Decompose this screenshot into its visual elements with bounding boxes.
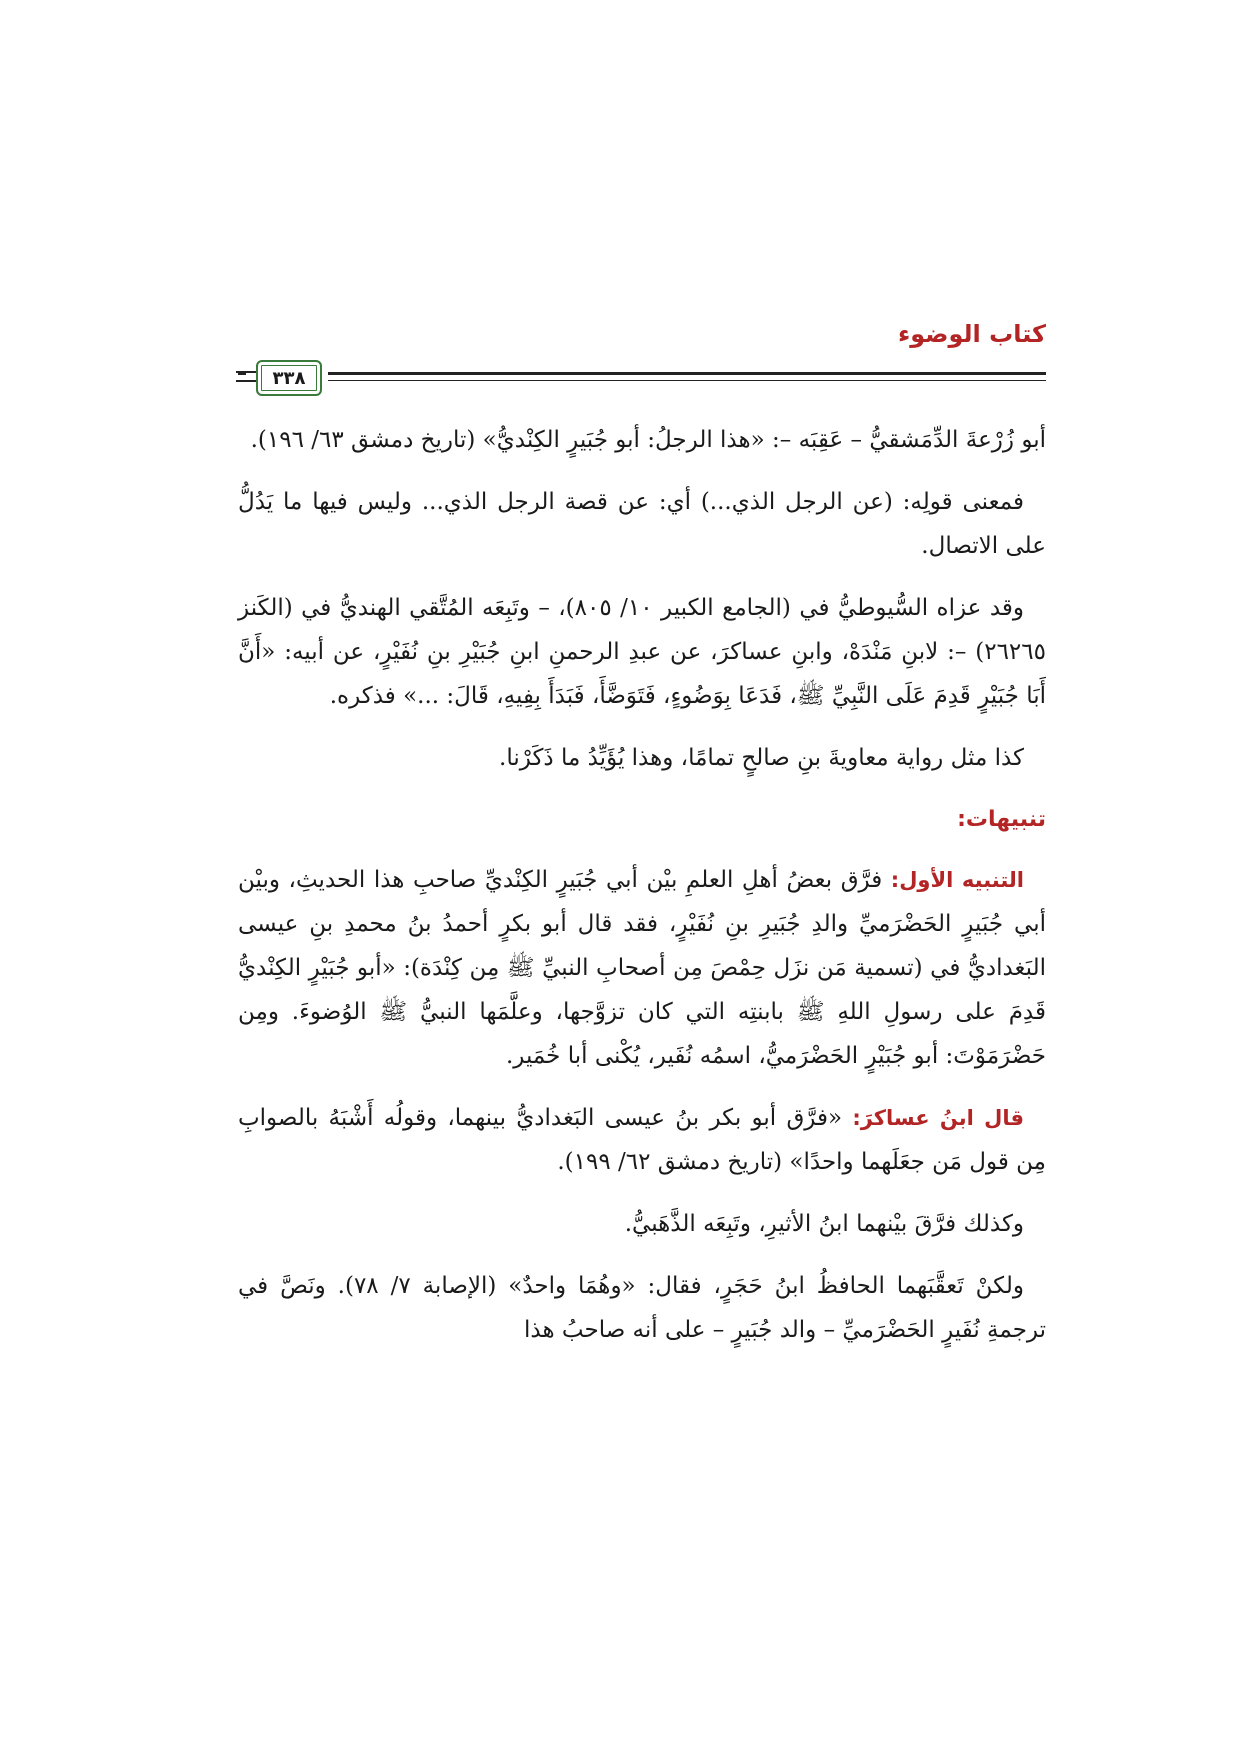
paragraph-text: فرَّق بعضُ أهلِ العلمِ بيْن أبي جُبَيرٍ الكِنْديِّ صاحبِ هذا الحديثِ، وبيْن أبي جُبَيرٍ الحَضْرَميِّ والدِ جُبَيرِ بنِ نُفَيْرٍ، فقد قال أبو بكرٍ أحمدُ بنُ محمدِ بنِ عيسى البَغداديُّ في (تسمية مَن نزَل حِمْصَ مِن أصحابِ النبيِّ ﷺ مِن كِنْدَة): «أبو جُبَيْرٍ الكِنْديُّ قَدِمَ على رسولِ اللهِ ﷺ بابنتِه التي كان تزوَّجها، وعلَّمَها النبيُّ ﷺ الوُضوءَ. ومِن حَضْرَمَوْتَ: أبو جُبَيْرٍ الحَضْرَميُّ، اسمُه نُفَير، يُكْنى أبا خُمَير. [238, 867, 1046, 1069]
header-rule-thin [238, 380, 1046, 381]
paragraph: كذا مثل رواية معاويةَ بنِ صالحٍ تمامًا، وهذا يُؤَيِّدُ ما ذَكَرْنا. [499, 745, 1024, 771]
page-header [238, 312, 1046, 402]
header-dash-top [236, 371, 258, 373]
paragraph: ولكنْ تَعقَّبَهما الحافظُ ابنُ حَجَرٍ، فقال: «وهُمَا واحدٌ» (الإصابة ٧/ ٧٨). ونَصَّ في ترجمةِ نُفَيرٍ الحَضْرَميِّ – والد جُبَيرٍ – على أنه صاحبُ هذا [238, 1273, 1046, 1343]
chapter-title: كتاب الوضوء [897, 320, 1046, 348]
quote-lead: قال ابنُ عساكرَ: [852, 1106, 1024, 1130]
paragraph: أبو زُرْعةَ الدِّمَشقيُّ – عَقِبَه –: «هذا الرجلُ: أبو جُبَيرٍ الكِنْديُّ» (تاريخ دمشق ٦٣/ ١٩٦). [250, 427, 1046, 453]
paragraph: فمعنى قولِه: (عن الرجل الذي...) أي: عن قصة الرجل الذي... وليس فيها ما يَدُلُّ على الاتصال. [238, 489, 1046, 559]
page-number: ٣٣٨ [272, 367, 306, 389]
header-rule-thick [238, 372, 1046, 375]
page-number-frame [256, 360, 322, 396]
paragraph: وكذلك فرَّقَ بيْنهما ابنُ الأثيرِ، وتَبِعَه الذَّهَبيُّ. [624, 1211, 1024, 1237]
page-body [238, 418, 1046, 1370]
section-heading: تنبيهات: [957, 807, 1046, 832]
paragraph: وقد عزاه السُّيوطيُّ في (الجامع الكبير ١٠/ ٨٠٥)، – وتَبِعَه المُتَّقي الهنديُّ في (الكَنز ٢٦٢٦٥) –: لابنِ مَنْدَهْ، وابنِ عساكرَ، عن عبدِ الرحمنِ ابنِ جُبَيْرِ بنِ نُفَيْرٍ، عن أبيه: «أَنَّ أَبَا جُبَيْرٍ قَدِمَ عَلَى النَّبِيِّ ﷺ، فَدَعَا بِوَضُوءٍ، فَتَوَضَّأَ، فَبَدَأَ بِفِيهِ، قَالَ: ...» فذكره. [238, 595, 1046, 709]
paragraph [238, 1096, 1046, 1184]
paragraph-text: «فرَّق أبو بكر بنُ عيسى البَغداديُّ بينهما، وقولُه أَشْبَهُ بالصوابِ مِن قول مَن جعَلَهما واحدًا» (تاريخ دمشق ٦٢/ ١٩٩). [238, 1105, 1046, 1175]
paragraph [238, 858, 1046, 1078]
note-lead: التنبيه الأول: [890, 868, 1024, 892]
header-dash-bottom [236, 380, 258, 382]
